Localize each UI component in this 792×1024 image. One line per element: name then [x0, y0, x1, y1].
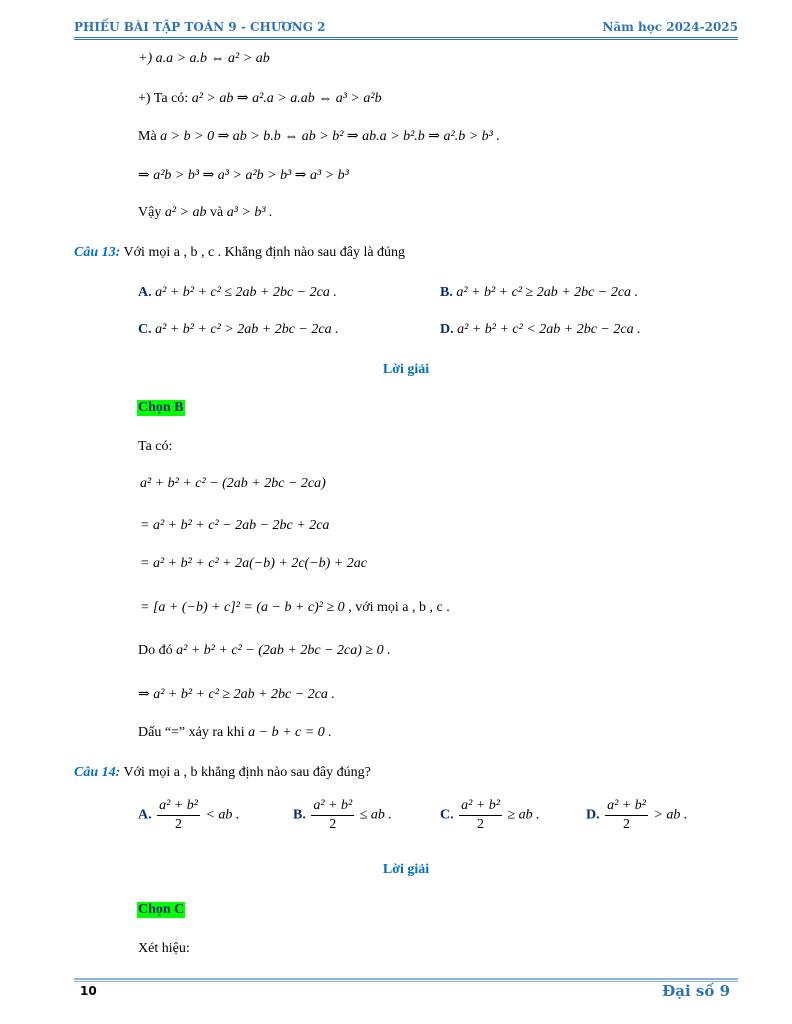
proof-line-5-prefix: Vậy — [138, 205, 165, 220]
proof-line-5-math-a: a² > ab — [164, 205, 207, 220]
proof-line-2 — [138, 90, 382, 107]
proof-line-5 — [138, 205, 273, 221]
header-title: PHIẾU BÀI TẬP TOÁN 9 - CHƯƠNG 2 — [74, 20, 326, 34]
q13-step-7: ⇒ a² + b² + c² ≥ 2ab + 2bc − 2ca . — [138, 687, 335, 702]
footer-divider — [74, 978, 738, 980]
q14-option-c-letter: C. — [440, 807, 454, 823]
proof-line-3-prefix: Mà — [138, 129, 161, 144]
q13-option-b-letter: B. — [440, 285, 453, 300]
q14-option-d — [586, 798, 687, 833]
q13-option-d — [440, 322, 641, 338]
q13-step-6 — [138, 643, 391, 659]
q14-option-b — [293, 798, 392, 833]
proof-line-1: +) a.a > a.b ⇔ a² > ab — [138, 51, 270, 66]
footer-divider-2 — [74, 981, 738, 982]
q14-option-d-letter: D. — [586, 807, 600, 823]
question-13 — [74, 245, 405, 261]
q13-option-a-text: a² + b² + c² ≤ 2ab + 2bc − 2ca . — [155, 285, 337, 300]
header-school-year: Năm học 2024-2025 — [602, 20, 738, 34]
q13-step-8-prefix: Dấu “=” xảy ra khi — [138, 725, 249, 740]
q14-option-d-relation: > ab . — [653, 807, 688, 823]
q13-chosen-answer: Chọn B — [138, 400, 184, 415]
header-divider-2 — [74, 39, 738, 40]
question-14-label: Câu 14: — [74, 765, 121, 780]
q13-step-1: Ta có: — [138, 439, 173, 454]
fraction-numerator: a² + b² — [459, 798, 502, 816]
fraction-numerator: a² + b² — [605, 798, 648, 816]
footer-subject: Đại số 9 — [662, 982, 730, 1000]
q14-option-b-fraction — [311, 798, 354, 833]
q13-step-5-suffix: , với mọi a , b , c . — [344, 600, 450, 615]
q13-step-6-prefix: Do đó — [138, 643, 177, 658]
q13-option-d-letter: D. — [440, 322, 454, 337]
q13-step-8 — [138, 725, 332, 741]
fraction-numerator: a² + b² — [157, 798, 200, 816]
fraction-denominator: 2 — [623, 817, 631, 832]
q13-step-6-math: a² + b² + c² − (2ab + 2bc − 2ca) ≥ 0 . — [176, 643, 391, 658]
proof-line-5-mid: và — [206, 205, 227, 220]
q13-option-c — [138, 322, 339, 338]
q13-step-5-math: = [a + (−b) + c]² = (a − b + c)² ≥ 0 — [140, 600, 345, 615]
proof-line-3-math: a > b > 0 ⇒ ab > b.b ⇔ ab > b² ⇒ ab.a > b².b ⇒ a².b > b³ . — [160, 129, 500, 144]
page-number: 10 — [80, 984, 97, 998]
proof-line-3 — [138, 128, 500, 145]
q13-solution-title: Lời giải — [382, 362, 430, 377]
question-14-text: Với mọi a , b khẳng định nào sau đây đúng? — [120, 765, 371, 780]
q13-step-3: = a² + b² + c² − 2ab − 2bc + 2ca — [140, 518, 330, 533]
q14-option-a-fraction — [157, 798, 200, 833]
q13-step-4: = a² + b² + c² + 2a(−b) + 2c(−b) + 2ac — [140, 556, 367, 571]
q14-solution-title: Lời giải — [382, 862, 430, 877]
q13-step-2: a² + b² + c² − (2ab + 2bc − 2ca) — [140, 476, 326, 491]
question-13-text: Với mọi a , b , c . Khẳng định nào sau đây là đúng — [120, 245, 406, 260]
q14-option-a-relation: < ab . — [205, 807, 240, 823]
q13-option-a-letter: A. — [138, 285, 152, 300]
q13-option-b-text: a² + b² + c² ≥ 2ab + 2bc − 2ca . — [456, 285, 639, 300]
q14-option-a-letter: A. — [138, 807, 152, 823]
question-14 — [74, 765, 371, 781]
q14-option-c — [440, 798, 540, 833]
fraction-numerator: a² + b² — [311, 798, 354, 816]
q14-option-b-letter: B. — [293, 807, 306, 823]
q14-option-d-fraction — [605, 798, 648, 833]
q14-option-c-relation: ≥ ab . — [507, 807, 540, 823]
q14-chosen-answer: Chọn C — [138, 902, 185, 917]
q13-option-a — [138, 285, 337, 301]
q14-step-1: Xét hiệu: — [138, 941, 190, 956]
q13-option-c-letter: C. — [138, 322, 152, 337]
fraction-denominator: 2 — [477, 817, 485, 832]
q14-option-a — [138, 798, 239, 833]
proof-line-2-math: a² > ab ⇒ a².a > a.ab ⇔ a³ > a²b — [191, 91, 382, 106]
q13-option-b — [440, 285, 638, 301]
proof-line-4: ⇒ a²b > b³ ⇒ a³ > a²b > b³ ⇒ a³ > b³ — [138, 168, 349, 183]
page-header — [74, 20, 738, 38]
fraction-denominator: 2 — [329, 817, 337, 832]
proof-line-5-math-b: a³ > b³ . — [226, 205, 273, 220]
header-divider — [74, 37, 738, 38]
fraction-denominator: 2 — [175, 817, 183, 832]
question-13-label: Câu 13: — [74, 245, 121, 260]
q14-option-b-relation: ≤ ab . — [359, 807, 392, 823]
q13-step-5 — [140, 600, 450, 616]
proof-line-2-prefix: +) Ta có: — [138, 91, 192, 106]
q14-option-c-fraction — [459, 798, 502, 833]
q13-option-c-text: a² + b² + c² > 2ab + 2bc − 2ca . — [155, 322, 339, 337]
q13-option-d-text: a² + b² + c² < 2ab + 2bc − 2ca . — [457, 322, 641, 337]
q13-step-8-math: a − b + c = 0 . — [248, 725, 332, 740]
